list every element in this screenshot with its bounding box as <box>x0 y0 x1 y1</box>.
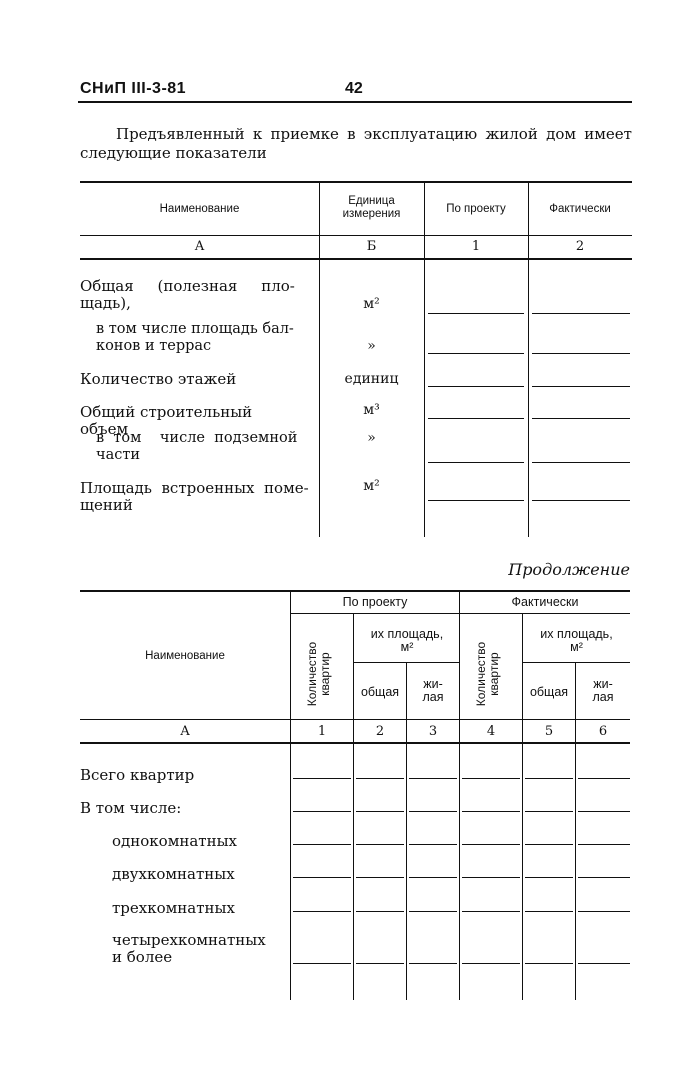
header-rule <box>78 101 632 103</box>
t1-unit: м² <box>363 478 380 494</box>
t1-blank-line <box>428 386 524 387</box>
t2-row-including: В том числе: <box>80 799 182 817</box>
document-code: СНиП III-3-81 <box>80 80 187 97</box>
t2-blank-line <box>462 844 520 845</box>
t2-row-all: Всего квартир <box>80 766 195 784</box>
t2-header-total: общая <box>360 685 400 699</box>
t1-index-b: Б <box>366 239 377 254</box>
t2-header-area-actual <box>523 628 630 654</box>
t2-blank-line <box>293 844 351 845</box>
t2-blank-line <box>462 877 520 878</box>
t1-blank-line <box>532 313 630 314</box>
t1-header-unit <box>319 195 424 221</box>
t2-header-living-line1: жи- <box>423 677 443 691</box>
t1-vrule-3 <box>528 183 529 537</box>
t2-blank-line <box>356 844 404 845</box>
t2-blank-line <box>462 911 520 912</box>
t2-header-actual: Фактически <box>511 595 579 609</box>
intro-line-1: Предъявленный к приемке в эксплуатацию жилой дом имеет <box>116 125 632 143</box>
t2-blank-line <box>578 844 630 845</box>
t2-header-name: Наименование <box>145 650 225 662</box>
t2-header-rule <box>80 719 630 720</box>
t2-blank-line <box>409 811 457 812</box>
t1-unit: единиц <box>344 371 399 387</box>
t2-header-living <box>576 678 630 704</box>
t2-blank-line <box>356 778 404 779</box>
t1-vrule-2 <box>424 183 425 537</box>
t2-vrule <box>406 663 407 1000</box>
t1-unit: » <box>367 338 376 354</box>
t2-blank-line <box>578 811 630 812</box>
t1-row-label: части <box>96 447 141 463</box>
t2-vrule <box>353 614 354 1000</box>
t1-header-unit-line1: Единица <box>348 195 395 207</box>
t2-group-rule <box>291 613 630 614</box>
t2-blank-line <box>525 911 573 912</box>
t1-blank-line <box>532 386 630 387</box>
page-number: 42 <box>345 80 363 97</box>
t2-blank-line <box>409 911 457 912</box>
t1-row-underground <box>96 430 306 464</box>
t2-index-6: 6 <box>598 724 608 739</box>
t1-unit: » <box>367 430 376 446</box>
t1-blank-line <box>532 418 630 419</box>
t2-blank-line <box>578 963 630 964</box>
t1-index-1: 1 <box>471 239 481 254</box>
t1-row-label: щадь), <box>80 294 131 312</box>
t2-header-living-line2: лая <box>422 690 444 704</box>
t1-row-label: Количество этажей <box>80 370 237 388</box>
t1-row-label: Общая (полезная пло- <box>80 277 295 295</box>
t2-blank-line <box>462 778 520 779</box>
t2-blank-line <box>578 911 630 912</box>
t2-header-area-line2: м² <box>400 640 414 654</box>
t1-unit: м³ <box>363 402 380 418</box>
t1-blank-line <box>428 313 524 314</box>
t2-index-2: 2 <box>375 724 385 739</box>
t1-blank-line <box>532 353 630 354</box>
t2-index-3: 3 <box>428 724 438 739</box>
t1-blank-line <box>428 500 524 501</box>
t2-row-1room: однокомнатных <box>112 832 238 850</box>
t1-blank-line <box>428 462 524 463</box>
t1-row-label: в том числе площадь бал- <box>96 321 294 337</box>
t2-area-rule-2 <box>523 662 630 663</box>
t2-index-4: 4 <box>486 724 496 739</box>
t2-blank-line <box>578 778 630 779</box>
t2-header-living <box>407 678 459 704</box>
t1-row-balcony-area <box>96 321 306 355</box>
t2-blank-line <box>462 811 520 812</box>
t2-row-3room: трехкомнатных <box>112 899 235 917</box>
t1-blank-line <box>428 418 524 419</box>
t2-index-1: 1 <box>317 724 327 739</box>
t2-blank-line <box>356 963 404 964</box>
t2-row-label: и более <box>112 948 173 966</box>
t1-header-actual: Фактически <box>549 203 611 215</box>
t2-blank-line <box>525 778 573 779</box>
t2-top-rule <box>80 590 630 592</box>
t2-header-living-line2: лая <box>592 690 614 704</box>
t1-header-project: По проекту <box>446 203 506 215</box>
t2-blank-line <box>409 844 457 845</box>
t2-blank-line <box>462 963 520 964</box>
t2-blank-line <box>525 811 573 812</box>
t2-blank-line <box>293 811 351 812</box>
t2-blank-line <box>525 844 573 845</box>
t1-header-name: Наименование <box>159 203 240 215</box>
t2-header-qty-project <box>306 624 336 724</box>
t1-unit: м² <box>363 296 380 312</box>
t2-header-qty-actual <box>475 624 505 724</box>
t2-index-5: 5 <box>544 724 554 739</box>
t2-header-area-line2: м² <box>570 640 583 654</box>
continuation-label: Продолжение <box>508 560 630 579</box>
t1-header-unit-line2: измерения <box>342 208 401 220</box>
t1-row-label: в том числе подземной <box>96 430 298 446</box>
t2-area-rule-1 <box>354 662 460 663</box>
t1-top-rule <box>80 181 632 183</box>
t1-blank-line <box>532 500 630 501</box>
t1-row-label: конов и террас <box>96 338 212 354</box>
t2-blank-line <box>293 778 351 779</box>
intro-paragraph <box>80 125 632 163</box>
t1-row-builtin <box>80 479 309 514</box>
t1-header-rule <box>80 235 632 236</box>
t2-blank-line <box>293 877 351 878</box>
t2-row-label: четырехкомнатных <box>112 931 266 949</box>
intro-line-2: следующие показатели <box>80 144 267 162</box>
t2-header-project: По проекту <box>342 595 408 609</box>
t2-header-qty-line1: Количество <box>305 641 319 707</box>
t2-row-4room <box>112 932 266 966</box>
t1-row-floors <box>80 371 305 388</box>
t2-index-a: А <box>180 724 190 739</box>
t2-blank-line <box>293 911 351 912</box>
t2-header-living-line1: жи- <box>593 677 613 691</box>
t2-blank-line <box>293 963 351 964</box>
t2-blank-line <box>409 877 457 878</box>
t1-blank-line <box>428 353 524 354</box>
t1-row-label: щений <box>80 496 133 514</box>
t2-row-2room: двухкомнатных <box>112 865 235 883</box>
t2-blank-line <box>409 963 457 964</box>
t2-blank-line <box>525 963 573 964</box>
t1-index-a: А <box>194 239 205 254</box>
t2-blank-line <box>409 778 457 779</box>
t2-blank-line <box>578 877 630 878</box>
t1-row-label: Площадь встроенных поме- <box>80 479 309 497</box>
t2-header-qty-line1: Количество <box>474 641 488 707</box>
t2-vrule <box>290 592 291 1000</box>
t2-vrule <box>575 663 576 1000</box>
t1-row-label: Общий строительный объем <box>80 403 253 438</box>
t2-header-total: общая <box>529 685 569 699</box>
t2-header-area-project <box>354 628 460 654</box>
t2-header-qty-line2: квартир <box>318 652 332 696</box>
t2-vrule <box>522 614 523 1000</box>
t1-index-rule <box>80 258 632 260</box>
t2-blank-line <box>356 911 404 912</box>
t2-index-rule <box>80 742 630 744</box>
t2-header-qty-line2: квартир <box>487 652 501 696</box>
t1-index-2: 2 <box>575 239 585 254</box>
t2-blank-line <box>525 877 573 878</box>
t2-blank-line <box>356 811 404 812</box>
t1-row-total-area <box>80 278 305 312</box>
t1-blank-line <box>532 462 630 463</box>
t2-header-area-line1: их площадь, <box>370 627 444 641</box>
t2-header-area-line1: их площадь, <box>540 627 613 641</box>
t2-blank-line <box>356 877 404 878</box>
